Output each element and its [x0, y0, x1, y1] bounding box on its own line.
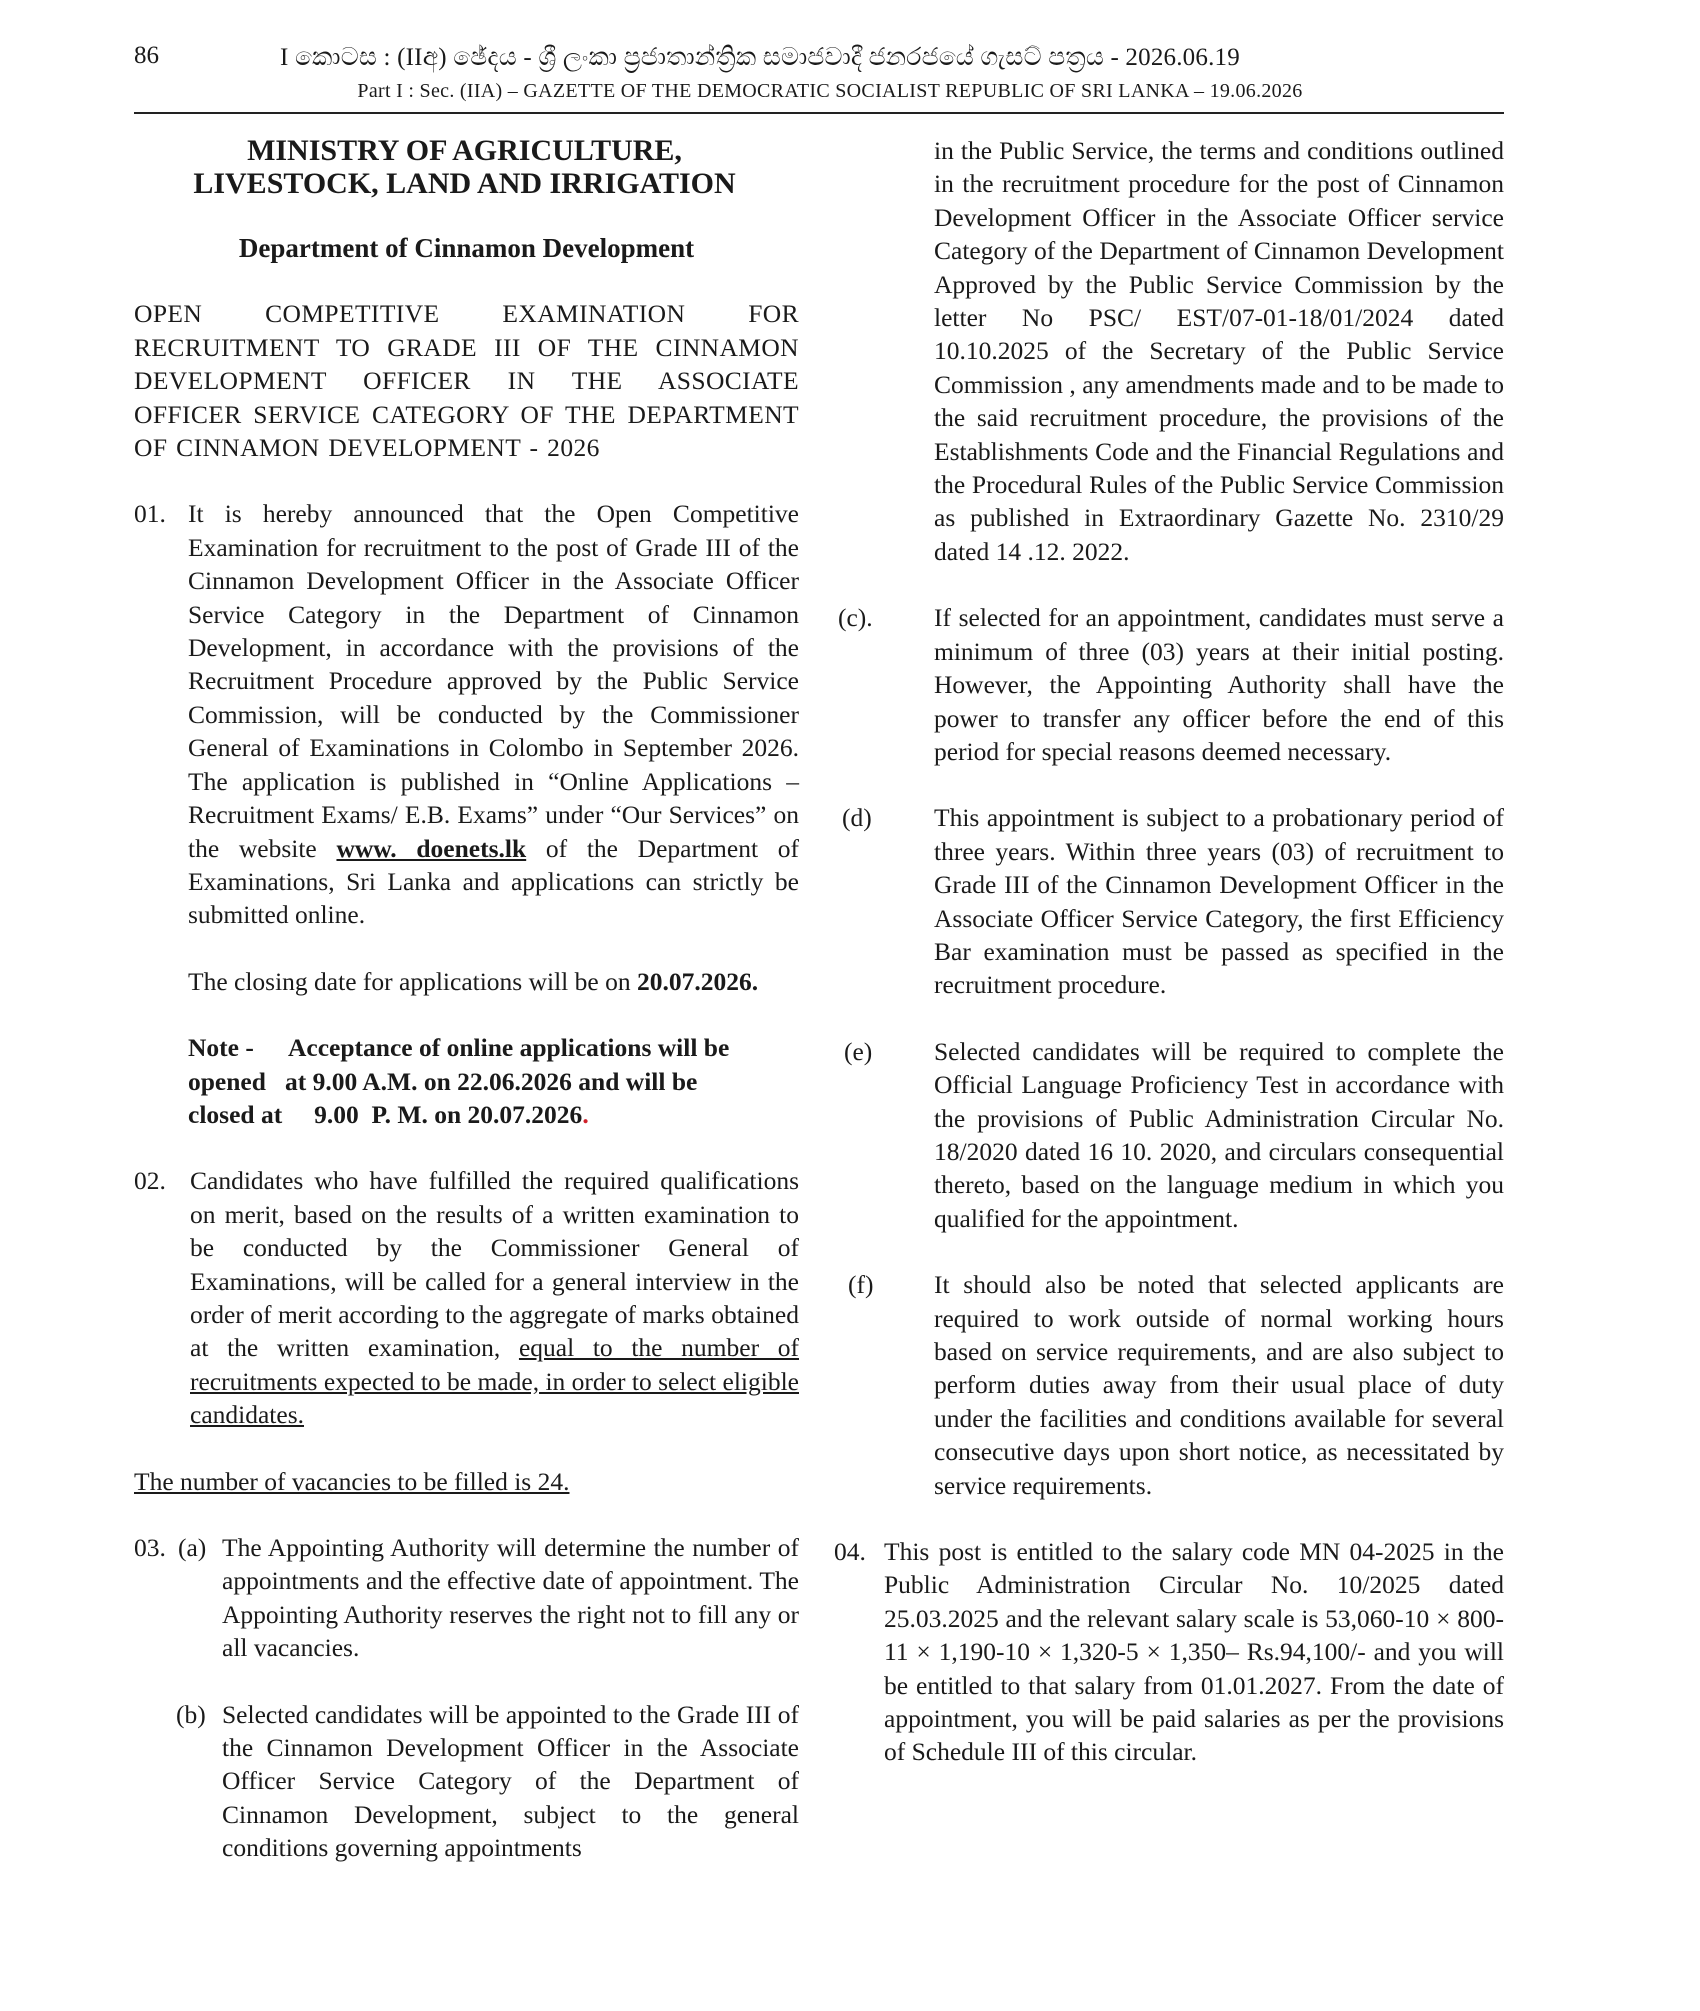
section-02-underlined: equal to the number of recruitments expected to be made, in order to select eligible candidates. [190, 1333, 800, 1430]
section-01-body [188, 497, 799, 931]
page-number: 86 [134, 42, 159, 69]
section-03f-text: It should also be noted that selected applicants are required to work outside of normal working hours based on service requirements, and are also subject to perform duties away from their usual place of duty under the facilities and conditions available for several consecutive days upon short notice, as necessitated by service requirements. [934, 1270, 1504, 1500]
note-line-1: Acceptance of online applications will be [288, 1033, 730, 1063]
section-04-number: 04. [834, 1537, 866, 1567]
closing-date-value: 20.07.2026. [636, 966, 759, 996]
section-03f [838, 1268, 1504, 1502]
section-03b-continued-text: in the Public Service, the terms and conditions outlined in the recruitment procedure for the post of Cinnamon Development Officer in the Associate Officer service Category of the Department of Cinnamon Development Approved by the Public Service Commission by the letter No PSC/ EST/07-01-18/01/2024 dated 10.10.2025 of the Secretary of the Public Service Commission , any amendments made and to be made to the said recruitment procedure, the provisions of the Establishments Code and the Financial Regulations and the Procedural Rules of the Public Service Commission as published in Extraordinary Gazette No. 2310/29 dated 14 .12. 2022. [934, 136, 1504, 566]
section-03d-label: (d) [842, 803, 872, 833]
header-title-english: Part I : Sec. (IIA) – GAZETTE OF THE DEMOCRATIC SOCIALIST REPUBLIC OF SRI LANKA – 19.06.2026 [357, 80, 1303, 102]
section-02-number: 02. [134, 1166, 166, 1196]
note-line-3: closed at 9.00 P. M. on 20.07.2026 [188, 1099, 583, 1129]
section-03d [838, 801, 1504, 1001]
ministry-title [130, 134, 799, 200]
vacancies-line: The number of vacancies to be filled is 24. [134, 1466, 570, 1496]
section-03a [134, 1531, 799, 1665]
header-title-sinhala: I කොටස : (IIඅ) ඡේදය - ශ්‍රී ලංකා ප්‍රජාතාන්ත්‍රික සමාජවාදී ජනරජයේ ගැසට් පත්‍රය - 2026.06.19 [280, 44, 1240, 71]
section-03a-label: (a) [178, 1533, 207, 1562]
left-column [134, 134, 799, 1865]
section-03a-text: The Appointing Authority will determine the number of appointments and the effective date of appointment. The Appointing Authority reserves the right not to fill any or all vacancies. [222, 1533, 799, 1663]
section-03-number: 03. [134, 1533, 166, 1562]
closing-date-line [188, 965, 799, 998]
note-line-3-wrap [188, 1098, 799, 1131]
section-03b-text: Selected candidates will be appointed to the Grade III of the Cinnamon Development Officer in the Associate Officer Service Category of the Department of Cinnamon Development, subject to the general conditions governing appointments [222, 1699, 799, 1863]
note-line-2: opened at 9.00 A.M. on 22.06.2026 and will be [188, 1066, 698, 1096]
section-04 [834, 1535, 1504, 1769]
section-03e-label: (e) [844, 1036, 873, 1066]
note-block [188, 1031, 799, 1131]
section-03f-label: (f) [848, 1270, 874, 1300]
right-column [834, 134, 1504, 1769]
section-01-text-b: of the Department of Examinations, Sri Lanka and applications can strictly be submitted online. [188, 833, 799, 930]
section-04-text: This post is entitled to the salary code MN 04-2025 in the Public Administration Circular No. 10/2025 dated 25.03.2025 and the relevant salary scale is 53,060-10 × 800-11 × 1,190-10 × 1,320-5 × 1,350– Rs.94,100/- and you will be entitled to that salary from 01.01.2027. From the date of appointment, you will be paid salaries as per the provisions of Schedule III of this circular. [884, 1537, 1504, 1767]
section-03c-text: If selected for an appointment, candidates must serve a minimum of three (03) years at their initial posting. However, the Appointing Authority shall have the power to transfer any officer before the end of this period for special reasons deemed necessary. [934, 603, 1504, 766]
header-rule [134, 112, 1504, 114]
section-02-body [190, 1164, 799, 1431]
ministry-line-1: MINISTRY OF AGRICULTURE, [247, 134, 682, 167]
section-03e-text: Selected candidates will be required to complete the Official Language Proficiency Test in accordance with the provisions of Public Administration Circular No. 18/2020 dated 16 10. 2020, and circulars consequential thereto, based on the language medium in which you qualified for the appointment. [934, 1036, 1504, 1233]
section-03c [838, 601, 1504, 768]
department-title: Department of Cinnamon Development [238, 233, 695, 263]
doenets-website-link[interactable]: www. doenets.lk [336, 833, 527, 863]
section-03d-text: This appointment is subject to a probationary period of three years. Within three years (03) of recruitment to Grade III of the Cinnamon Development Officer in the Associate Officer Service Category, the first Efficiency Bar examination must be passed as specified in the recruitment procedure. [934, 803, 1504, 1000]
section-01-text-a: It is hereby announced that the Open Competitive Examination for recruitment to the post of Grade III of the Cinnamon Development Officer in the Associate Officer Service Category in the Department of Cinnamon Development, in accordance with the provisions of the Recruitment Procedure approved by the Public Service Commission, will be conducted by the Commissioner General of Examinations in Colombo in September 2026. The application is published in “Online Applications – Recruitment Exams/ E.B. Exams” under “Our Services” on the website [188, 499, 799, 863]
section-03e [838, 1035, 1504, 1235]
section-03b-label: (b) [176, 1699, 206, 1729]
closing-date-text: The closing date for applications will be on [188, 966, 631, 996]
note-dot: . [582, 1099, 589, 1129]
exam-title: OPEN COMPETITIVE EXAMINATION FOR RECRUITMENT TO GRADE III OF THE CINNAMON DEVELOPMENT OFFICER IN THE ASSOCIATE OFFICER SERVICE CATEGORY OF THE DEPARTMENT OF CINNAMON DEVELOPMENT - 2026 [134, 299, 799, 463]
section-02 [134, 1164, 799, 1431]
section-02-text: Candidates who have fulfilled the required qualifications on merit, based on the results of a written examination to be conducted by the Commissioner General of Examinations, will be called for a general interview in the order of merit according to the aggregate of marks obtained at the written examination, [190, 1166, 799, 1363]
section-03c-label: (c). [838, 603, 873, 633]
ministry-line-2: LIVESTOCK, LAND AND IRRIGATION [193, 167, 736, 200]
note-label: Note - [188, 1033, 254, 1063]
section-03b [134, 1698, 799, 1865]
section-01 [134, 497, 799, 931]
section-01-number: 01. [134, 499, 166, 529]
section-03b-continued [838, 134, 1504, 568]
